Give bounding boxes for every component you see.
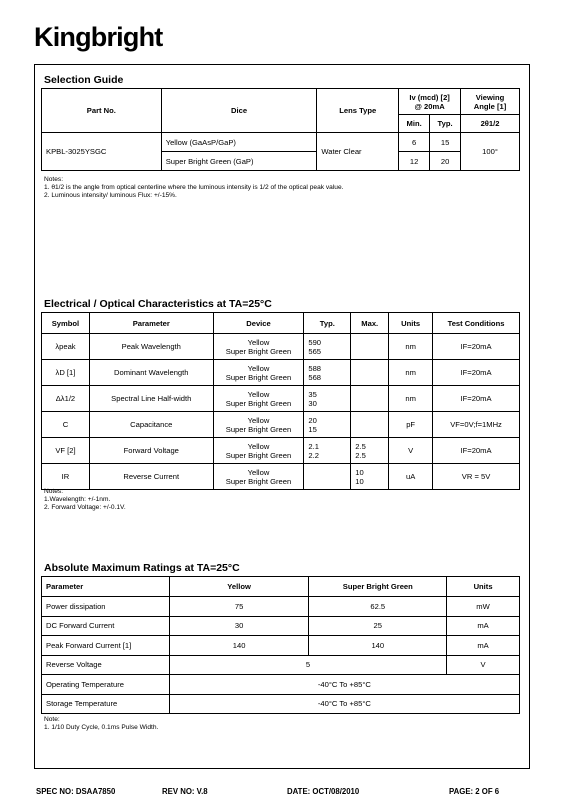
table-row [42,412,520,438]
symbol-cell: VF [2] [42,438,90,464]
device-cell: Yellow Super Bright Green [213,360,304,386]
max-cell: 10 10 [351,464,389,490]
table-row [42,133,520,152]
header-min: Min. [399,115,430,133]
condition-cell: IF=20mA [433,386,520,412]
parameter-cell: DC Forward Current [42,616,170,636]
table-row [42,360,520,386]
max-cell [351,360,389,386]
condition-cell: IF=20mA [433,360,520,386]
green-cell: 62.5 [309,597,447,617]
yellow-cell: 140 [169,636,309,656]
header-parameter: Parameter [89,313,213,334]
absolute-title: Absolute Maximum Ratings at TA=25°C [44,562,240,574]
max-cell [351,334,389,360]
unit-cell: pF [389,412,433,438]
iv-min-cell: 12 [399,152,430,171]
header-units: Units [389,313,433,334]
table-row [42,616,520,636]
revision-number: REV NO: V.8 [162,787,208,796]
unit-cell: uA [389,464,433,490]
condition-cell: VF=0V;f=1MHz [433,412,520,438]
condition-cell: IF=20mA [433,334,520,360]
typ-cell [304,464,351,490]
header-viewing-angle: Viewing Angle [1] [461,89,520,115]
header-typ: Typ. [430,115,461,133]
table-row [42,464,520,490]
header-test-conditions: Test Conditions [433,313,520,334]
value-cell: -40°C To +85°C [169,675,519,695]
parameter-cell: Reverse Current [89,464,213,490]
header-lens-type: Lens Type [317,89,399,133]
header-max: Max. [351,313,389,334]
parameter-cell: Storage Temperature [42,694,170,714]
selection-guide-table [41,88,520,171]
yellow-cell: 30 [169,616,309,636]
typ-cell: 20 15 [304,412,351,438]
typ-cell: 590 565 [304,334,351,360]
symbol-cell: Δλ1/2 [42,386,90,412]
green-cell: 25 [309,616,447,636]
table-row [42,694,520,714]
table-row [42,334,520,360]
header-dice: Dice [161,89,317,133]
header-units: Units [447,577,520,597]
parameter-cell: Spectral Line Half-width [89,386,213,412]
condition-cell: VR = 5V [433,464,520,490]
parameter-cell: Power dissipation [42,597,170,617]
header-symbol: Symbol [42,313,90,334]
table-row [42,636,520,656]
unit-cell: mA [447,616,520,636]
max-cell: 2.5 2.5 [351,438,389,464]
max-cell [351,412,389,438]
table-row [42,655,520,675]
typ-cell: 35 30 [304,386,351,412]
dice-cell: Super Bright Green (GaP) [161,152,317,171]
footer-date: DATE: OCT/08/2010 [287,787,360,796]
symbol-cell: λpeak [42,334,90,360]
device-cell: Yellow Super Bright Green [213,464,304,490]
typ-cell: 2.1 2.2 [304,438,351,464]
header-part-no: Part No. [42,89,162,133]
table-row [42,597,520,617]
unit-cell: V [447,655,520,675]
value-cell: -40°C To +85°C [169,694,519,714]
yellow-cell: 75 [169,597,309,617]
header-parameter: Parameter [42,577,170,597]
unit-cell: nm [389,334,433,360]
part-number: KPBL-3025YSGC [42,133,162,171]
symbol-cell: IR [42,464,90,490]
header-typ: Typ. [304,313,351,334]
parameter-cell: Dominant Wavelength [89,360,213,386]
electrical-title: Electrical / Optical Characteristics at TA=25°C [44,298,272,310]
header-iv: Iv (mcd) [2] @ 20mA [399,89,461,115]
iv-min-cell: 6 [399,133,430,152]
electrical-table [41,312,520,490]
dice-cell: Yellow (GaAsP/GaP) [161,133,317,152]
unit-cell: mW [447,597,520,617]
absolute-notes: Note: 1. 1/10 Duty Cycle, 0.1ms Pulse Width. [44,716,159,731]
symbol-cell: C [42,412,90,438]
spec-number: SPEC NO: DSAA7850 [36,787,116,796]
header-green: Super Bright Green [309,577,447,597]
electrical-notes: Notes: 1.Wavelength: +/-1nm. 2. Forward Voltage: +/-0.1V. [44,488,126,511]
typ-cell: 588 568 [304,360,351,386]
table-row [42,675,520,695]
device-cell: Yellow Super Bright Green [213,412,304,438]
page-number: PAGE: 2 OF 6 [449,787,500,796]
green-cell: 140 [309,636,447,656]
header-yellow: Yellow [169,577,309,597]
absolute-table [41,576,520,714]
iv-typ-cell: 20 [430,152,461,171]
table-row [42,438,520,464]
value-cell: 5 [169,655,446,675]
device-cell: Yellow Super Bright Green [213,386,304,412]
iv-typ-cell: 15 [430,133,461,152]
unit-cell: nm [389,360,433,386]
brand-logo: Kingbright [34,22,163,52]
unit-cell: V [389,438,433,464]
parameter-cell: Operating Temperature [42,675,170,695]
header-device: Device [213,313,304,334]
symbol-cell: λD [1] [42,360,90,386]
selection-notes: Notes: 1. θ1/2 is the angle from optical centerline where the luminous intensity is 1/2 of the optical peak value. 2. Luminous intensity/ luminous Flux: +/-15%. [44,176,344,199]
parameter-cell: Peak Forward Current [1] [42,636,170,656]
device-cell: Yellow Super Bright Green [213,334,304,360]
parameter-cell: Forward Voltage [89,438,213,464]
max-cell [351,386,389,412]
angle-cell: 100° [461,133,520,171]
lens-cell: Water Clear [317,133,399,171]
unit-cell: nm [389,386,433,412]
unit-cell: mA [447,636,520,656]
table-row [42,386,520,412]
header-theta: 2θ1/2 [461,115,520,133]
parameter-cell: Peak Wavelength [89,334,213,360]
device-cell: Yellow Super Bright Green [213,438,304,464]
parameter-cell: Capacitance [89,412,213,438]
condition-cell: IF=20mA [433,438,520,464]
parameter-cell: Reverse Voltage [42,655,170,675]
selection-guide-title: Selection Guide [44,74,124,86]
